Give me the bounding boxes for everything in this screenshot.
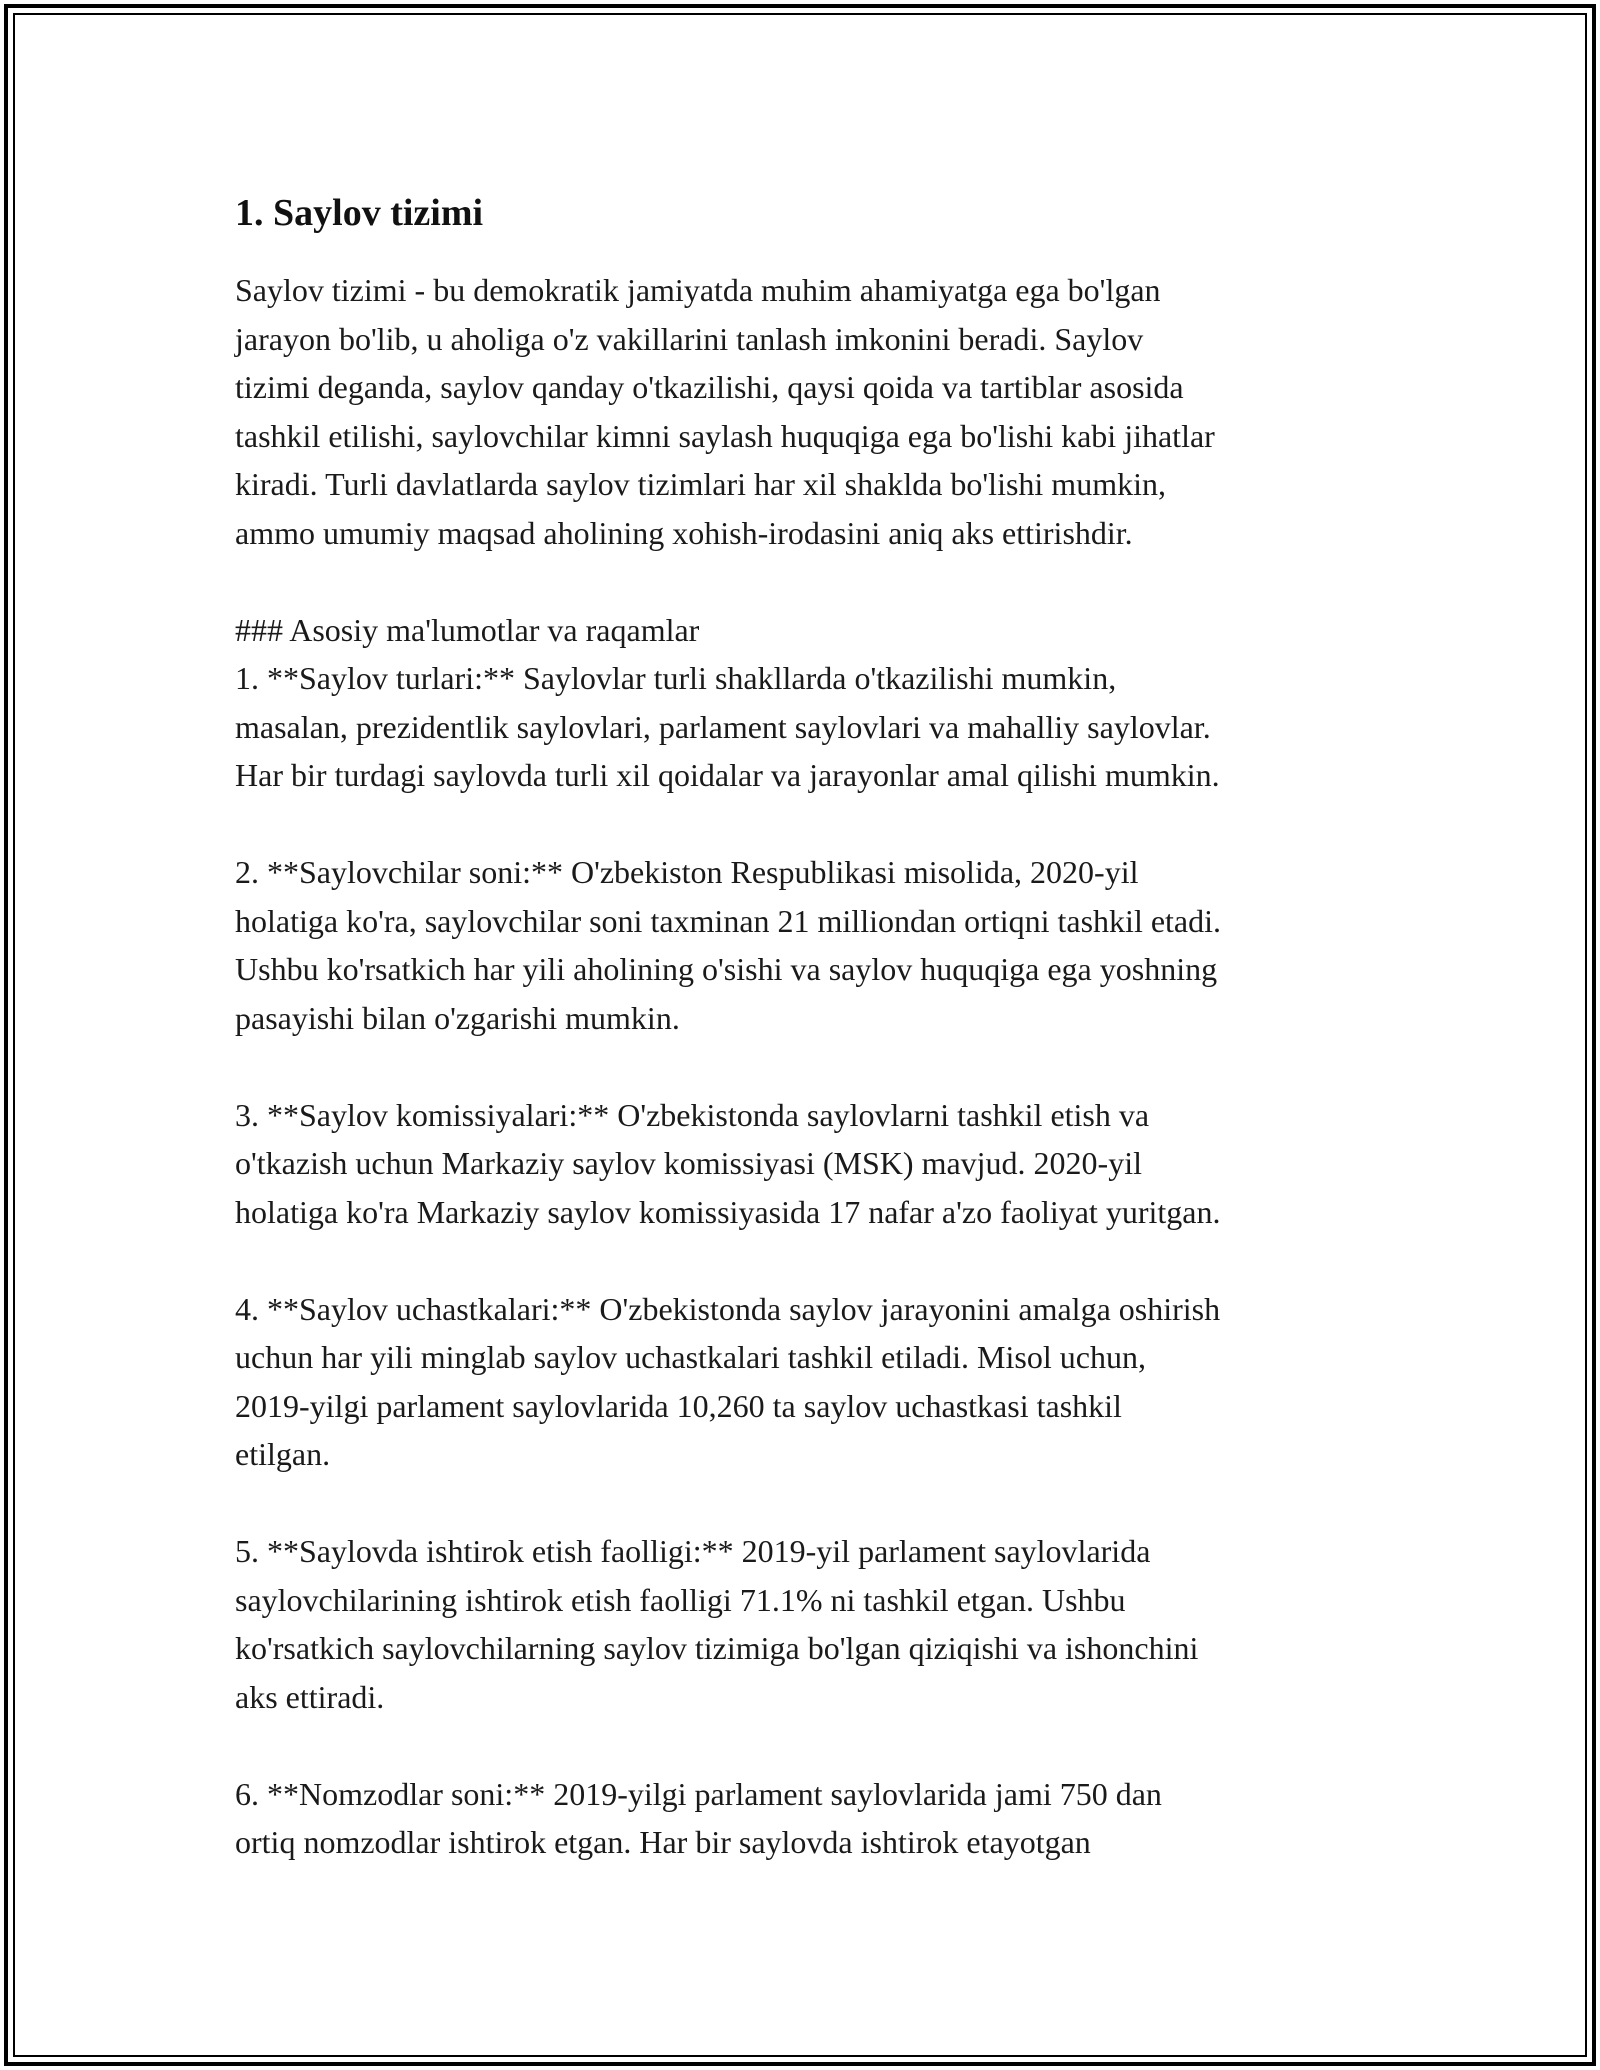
list-item: 3. **Saylov komissiyalari:** O'zbekistonda saylovlarni tashkil etish va o'tkazish uchun Markaziy saylov komissiyasi (MSK) mavjud. 2020-yil holatiga ko'ra Markaziy saylov komissiyasida 17 nafar a'zo faoliyat yuritgan. xyxy=(235,1096,1221,1230)
document-body xyxy=(235,188,1385,1867)
document-heading: 1. Saylov tizimi xyxy=(235,192,484,234)
intro-paragraph: Saylov tizimi - bu demokratik jamiyatda muhim ahamiyatga ega bo'lgan jarayon bo'lib, u aholiga o'z vakillarini tanlash imkonini beradi. Saylov tizimi deganda, saylov qanday o'tkazilishi, qaysi qoida va tartiblar asosida tashkil etilishi, saylovchilar kimni saylash huquqiga ega bo'lishi kabi jihatlar kiradi. Turli davlatlarda saylov tizimlari har xil shaklda bo'lishi mumkin, ammo umumiy maqsad aholining xohish-irodasini aniq aks ettirishdir. xyxy=(235,272,1215,551)
list-item: 6. **Nomzodlar soni:** 2019-yilgi parlament saylovlarida jami 750 dan ortiq nomzodlar ishtirok etgan. Har bir saylovda ishtirok etayotgan xyxy=(235,1775,1162,1860)
list-item: 4. **Saylov uchastkalari:** O'zbekistonda saylov jarayonini amalga oshirish uchun har yili minglab saylov uchastkalari tashkil etiladi. Misol uchun, 2019-yilgi parlament saylovlarida 10,260 ta saylov uchastkasi tashkil etilgan. xyxy=(235,1290,1221,1472)
section-title: ### Asosiy ma'lumotlar va raqamlar xyxy=(235,611,700,648)
list-item: 5. **Saylovda ishtirok etish faolligi:** 2019-yil parlament saylovlarida saylovchilarining ishtirok etish faolligi 71.1% ni tashkil etgan. Ushbu ko'rsatkich saylovchilarning saylov tizimiga bo'lgan qiziqishi va ishonchini aks ettiradi. xyxy=(235,1533,1199,1715)
list-item: 2. **Saylovchilar soni:** O'zbekiston Respublikasi misolida, 2020-yil holatiga ko'ra, saylovchilar soni taxminan 21 milliondan ortiqni tashkil etadi. Ushbu ko'rsatkich har yili aholining o'sishi va saylov huquqiga ega yoshning pasayishi bilan o'zgarishi mumkin. xyxy=(235,854,1222,1036)
list-item: 1. **Saylov turlari:** Saylovlar turli shakllarda o'tkazilishi mumkin, masalan, prezidentlik saylovlari, parlament saylovlari va mahalliy saylovlar. Har bir turdagi saylovda turli xil qoidalar va jarayonlar amal qilishi mumkin. xyxy=(235,660,1220,793)
